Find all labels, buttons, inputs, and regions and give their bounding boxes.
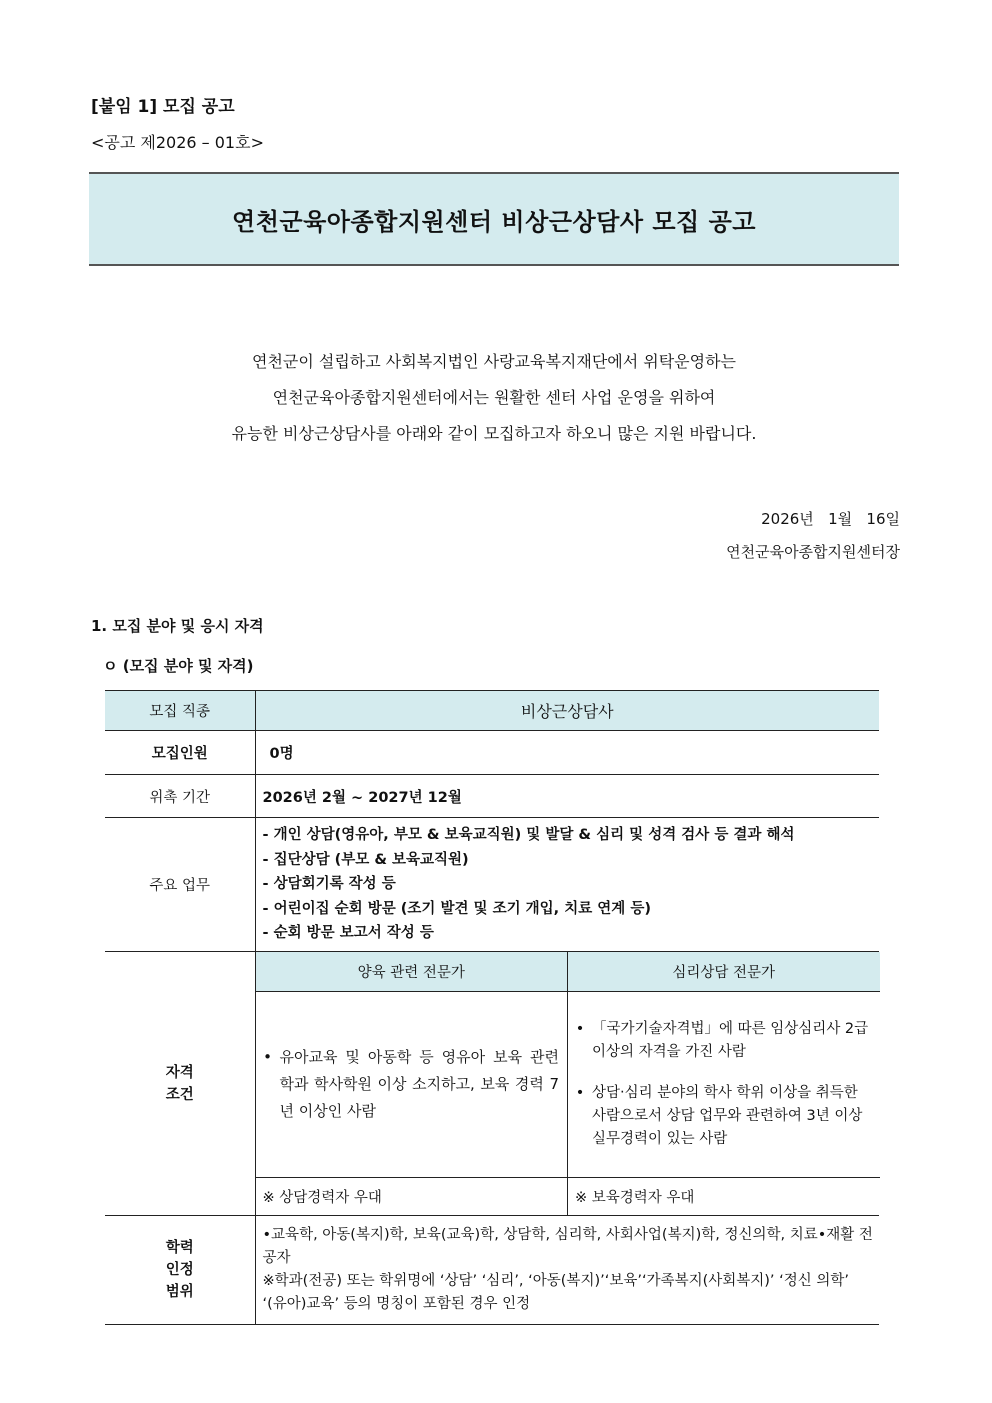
qual-col1-header: 양육 관련 전문가	[256, 952, 568, 991]
qual-col2-preference: ※ 보육경력자 우대	[568, 1177, 880, 1215]
education-label-line: 범위	[165, 1284, 194, 1300]
qualification-label	[105, 952, 255, 1216]
education-label-line: 인정	[165, 1262, 194, 1278]
period-label: 위촉 기간	[105, 775, 255, 818]
qual-item	[256, 1044, 560, 1125]
qual-col2-body	[568, 991, 880, 1177]
attachment-label: [붙임 1] 모집 공고	[91, 97, 235, 117]
job-label: 모집 직종	[105, 691, 255, 731]
intro-line: 연천군육아종합지원센터에서는 원활한 센터 사업 운영을 위하여	[272, 388, 716, 407]
qual-col2-header: 심리상담 전문가	[568, 952, 880, 991]
duty-item: - 순회 방문 보고서 작성 등	[262, 925, 434, 942]
duties-list	[255, 818, 879, 952]
duty-item: - 개인 상담(영유아, 부모 & 보육교직원) 및 발달 & 심리 및 성격 검사 등 결과 해석	[262, 827, 795, 844]
education-note: ※학과(전공) 또는 학위명에 ‘상담’ ‘심리’, ‘아동(복지)’‘보육’‘가족복지(사회복지)’ ‘정신 의학’ ‘(유아)교육’ 등의 명칭이 포함된 경우 인정	[262, 1273, 849, 1312]
signer: 연천군육아종합지원센터장	[726, 543, 900, 561]
intro-line: 연천군이 설립하고 사회복지법인 사랑교육복지재단에서 위탁운영하는	[251, 352, 737, 371]
bullet-icon: •	[575, 1020, 585, 1037]
qual-item	[568, 1082, 874, 1151]
headcount-label: 모집인원	[105, 731, 255, 775]
section-subheading: ㅇ (모집 분야 및 자격)	[103, 657, 254, 675]
duties-label: 주요 업무	[105, 818, 255, 952]
bullet-icon: •	[575, 1084, 585, 1101]
qualification-table	[256, 952, 880, 1215]
title-banner	[89, 172, 899, 266]
qualification-cell	[255, 952, 879, 1216]
intro-line: 유능한 비상근상담사를 아래와 같이 모집하고자 하오니 많은 지원 바랍니다.	[231, 424, 757, 443]
qual-item	[568, 1018, 874, 1064]
duty-item: - 집단상담 (부모 & 보육교직원)	[262, 851, 469, 868]
notice-number: <공고 제2026 – 01호>	[91, 133, 264, 152]
duty-item: - 어린이집 순회 방문 (조기 발견 및 조기 개입, 치료 연계 등)	[262, 900, 651, 917]
page-title: 연천군육아종합지원센터 비상근상담사 모집 공고	[232, 207, 756, 236]
education-majors: •교육학, 아동(복지)학, 보육(교육)학, 상담학, 심리학, 사회사업(복지)학, 정신의학, 치료•재활 전공자	[262, 1227, 873, 1266]
education-range	[255, 1216, 879, 1325]
headcount-value: 0명	[255, 731, 879, 775]
section-heading: 1. 모집 분야 및 응시 자격	[91, 617, 264, 635]
period-value: 2026년 2월 ~ 2027년 12월	[255, 775, 879, 818]
education-label-line: 학력	[165, 1240, 194, 1256]
qual-col1-body	[256, 991, 568, 1177]
qual-item-text: 「국가기술자격법」에 따른 임상심리사 2급 이상의 자격을 가진 사람	[592, 1020, 869, 1060]
duty-item: - 상담회기록 작성 등	[262, 876, 396, 893]
qual-item-text: 유아교육 및 아동학 등 영유아 보육 관련 학과 학사학원 이상 소지하고, 보육 경력 7년 이상인 사람	[279, 1047, 559, 1120]
intro-paragraph	[89, 344, 899, 452]
qualification-label-line: 조건	[165, 1086, 194, 1103]
bullet-icon: •	[263, 1047, 272, 1066]
qualification-label-line: 자격	[165, 1064, 194, 1081]
job-value: 비상근상담사	[255, 691, 879, 731]
qual-item-text: 상담‧심리 분야의 학사 학위 이상을 취득한 사람으로서 상담 업무와 관련하여 3년 이상 실무경력이 있는 사람	[592, 1084, 863, 1147]
notice-date: 2026년 1월 16일	[761, 510, 900, 528]
recruitment-table	[105, 690, 879, 1325]
qual-col1-preference: ※ 상담경력자 우대	[256, 1177, 568, 1215]
education-label	[105, 1216, 255, 1325]
